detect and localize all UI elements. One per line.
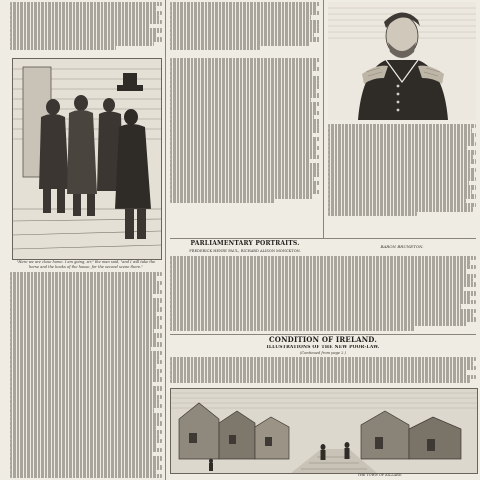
column-divider-right [323,0,324,238]
town-illustration-caption: THE TOWN OF KILLARD. [357,473,403,477]
article-text-center [170,58,320,238]
section-rule-1 [170,238,476,239]
ireland-subheading: ILLUSTRATIONS OF THE NEW POOR-LAW. [266,345,380,350]
portrait-caption: BARON BRUNETON. [380,244,424,249]
article-text-left [10,272,162,480]
section-rule-2 [170,334,476,335]
ireland-byline: (Continued from page 2.) [299,351,347,355]
engraving-scene [12,58,162,260]
column-divider-left [165,0,166,480]
portraits-heading: PARLIAMENTARY PORTRAITS. [190,240,300,247]
portrait-engraving [328,2,476,120]
article-text-top-right [170,2,320,54]
town-illustration [170,388,478,474]
ireland-text [170,357,476,387]
portraits-text [170,256,476,334]
ireland-heading: CONDITION OF IRELAND. [269,336,377,344]
article-text-right [328,124,476,224]
engraving-caption: "Here we are close home. I am going, sir," the man said, "and I will take the horse and the books of the house, for the second scene there." [16,260,156,269]
article-text-top [10,2,162,54]
portraits-subheading: FREDERICK HENRY PAUL, RICHARD ALISON MONCKTON. [189,249,301,253]
